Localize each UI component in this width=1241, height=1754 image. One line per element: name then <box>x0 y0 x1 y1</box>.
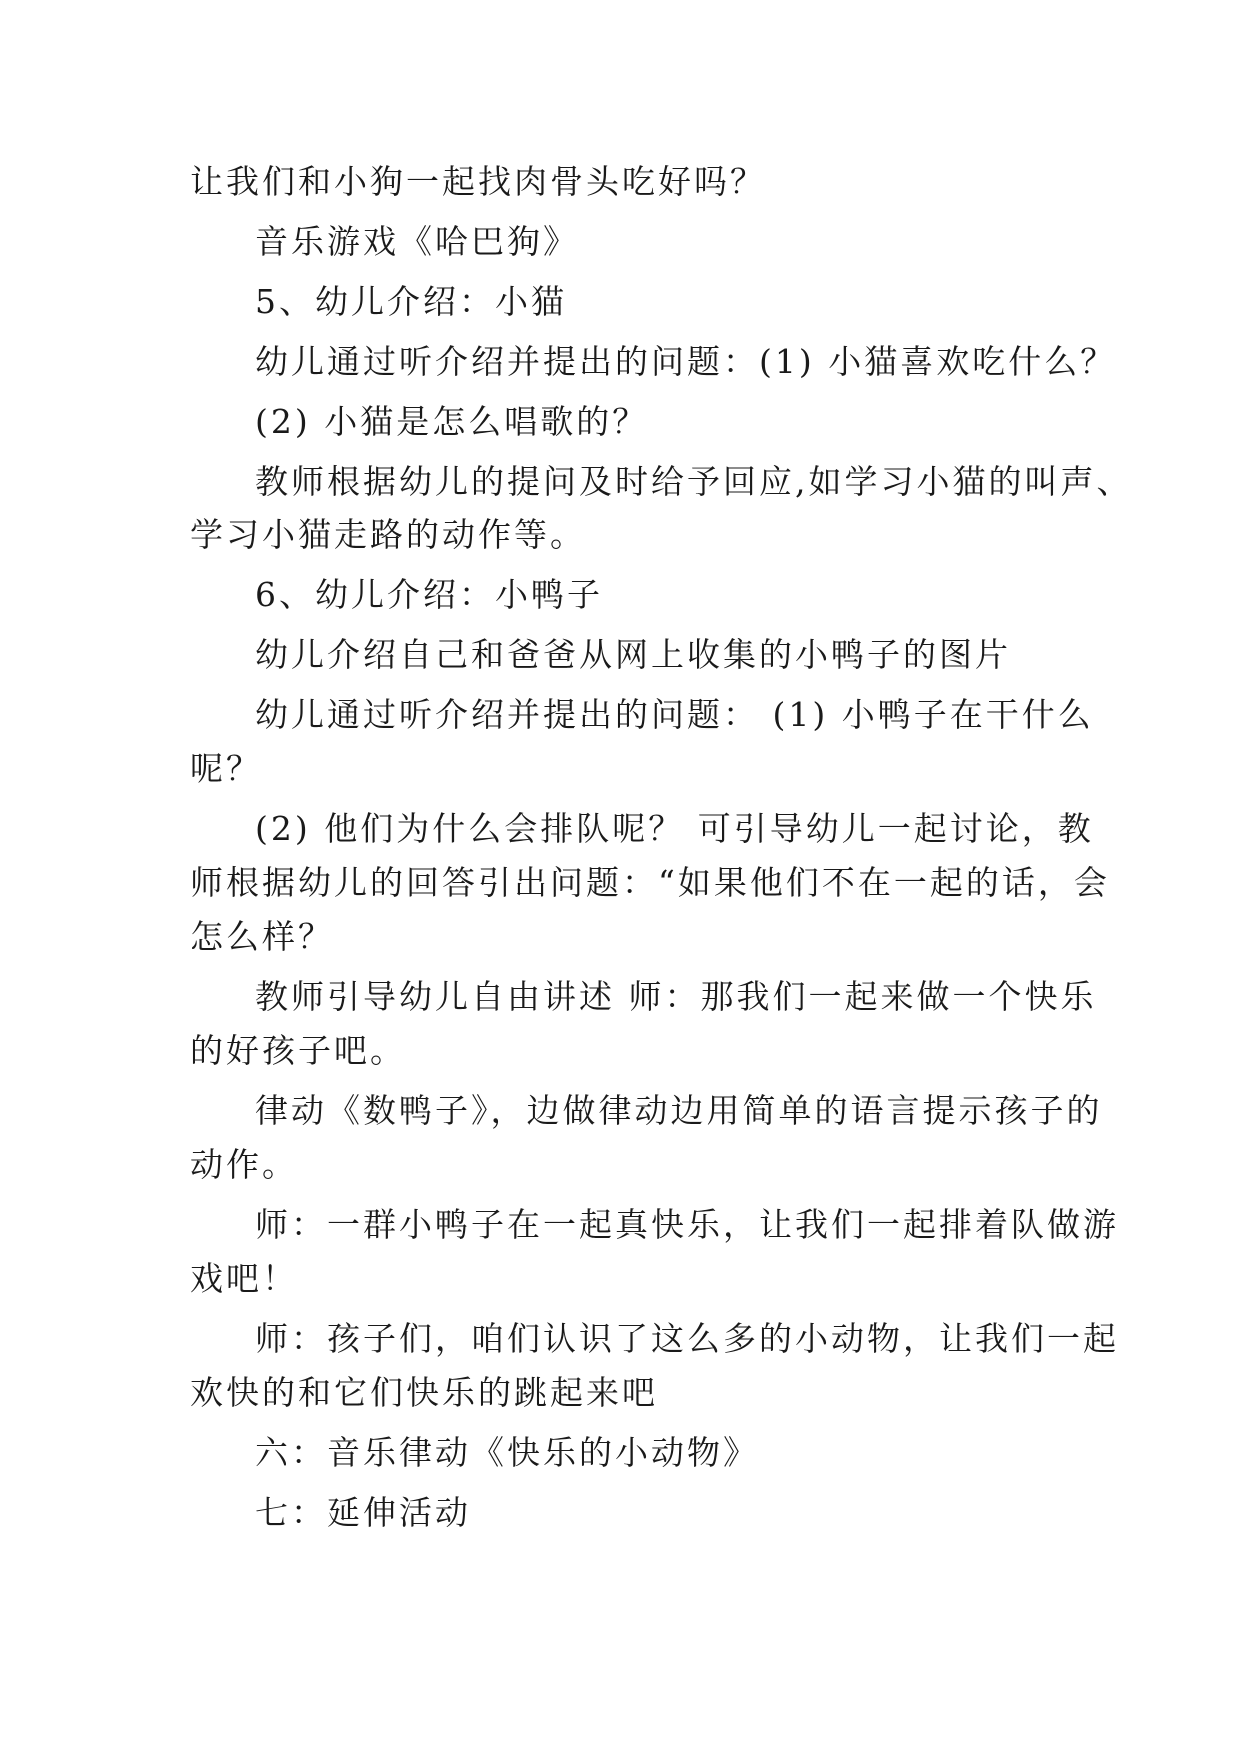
text-line-8: 6、幼儿介绍：小鸭子 <box>255 575 603 614</box>
text-line-16: 的好孩子吧。 <box>190 1031 406 1070</box>
text-line-18: 动作。 <box>190 1145 298 1184</box>
text-line-13: 师根据幼儿的回答引出问题：“如果他们不在一起的话，会 <box>190 863 1110 902</box>
text-line-1: 让我们和小狗一起找肉骨头吃好吗？ <box>190 162 766 201</box>
text-line-7: 学习小猫走路的动作等。 <box>190 515 586 554</box>
text-line-19: 师：一群小鸭子在一起真快乐，让我们一起排着队做游 <box>255 1205 1119 1244</box>
text-line-24: 七：延伸活动 <box>255 1493 471 1532</box>
text-line-4: 幼儿通过听介绍并提出的问题：(1) 小猫喜欢吃什么？ <box>255 342 1117 381</box>
text-line-12: (2) 他们为什么会排队呢？ 可引导幼儿一起讨论，教 <box>255 809 1094 848</box>
text-line-10: 幼儿通过听介绍并提出的问题： (1) 小鸭子在干什么 <box>255 695 1094 734</box>
text-line-14: 怎么样？ <box>190 917 334 956</box>
text-line-15: 教师引导幼儿自由讲述 师：那我们一起来做一个快乐 <box>255 977 1097 1016</box>
text-line-20: 戏吧！ <box>190 1259 298 1298</box>
text-line-17: 律动《数鸭子》，边做律动边用简单的语言提示孩子的 <box>255 1091 1103 1130</box>
text-line-6: 教师根据幼儿的提问及时给予回应,如学习小猫的叫声、 <box>255 462 1133 501</box>
text-line-9: 幼儿介绍自己和爸爸从网上收集的小鸭子的图片 <box>255 635 1011 674</box>
text-line-11: 呢？ <box>190 749 262 788</box>
text-line-22: 欢快的和它们快乐的跳起来吧 <box>190 1373 658 1412</box>
text-line-23: 六：音乐律动《快乐的小动物》 <box>255 1433 759 1472</box>
text-line-21: 师：孩子们，咱们认识了这么多的小动物，让我们一起 <box>255 1319 1119 1358</box>
text-line-2: 音乐游戏《哈巴狗》 <box>255 222 579 261</box>
text-line-5: (2) 小猫是怎么唱歌的？ <box>255 402 649 441</box>
text-line-3: 5、幼儿介绍：小猫 <box>255 282 567 321</box>
